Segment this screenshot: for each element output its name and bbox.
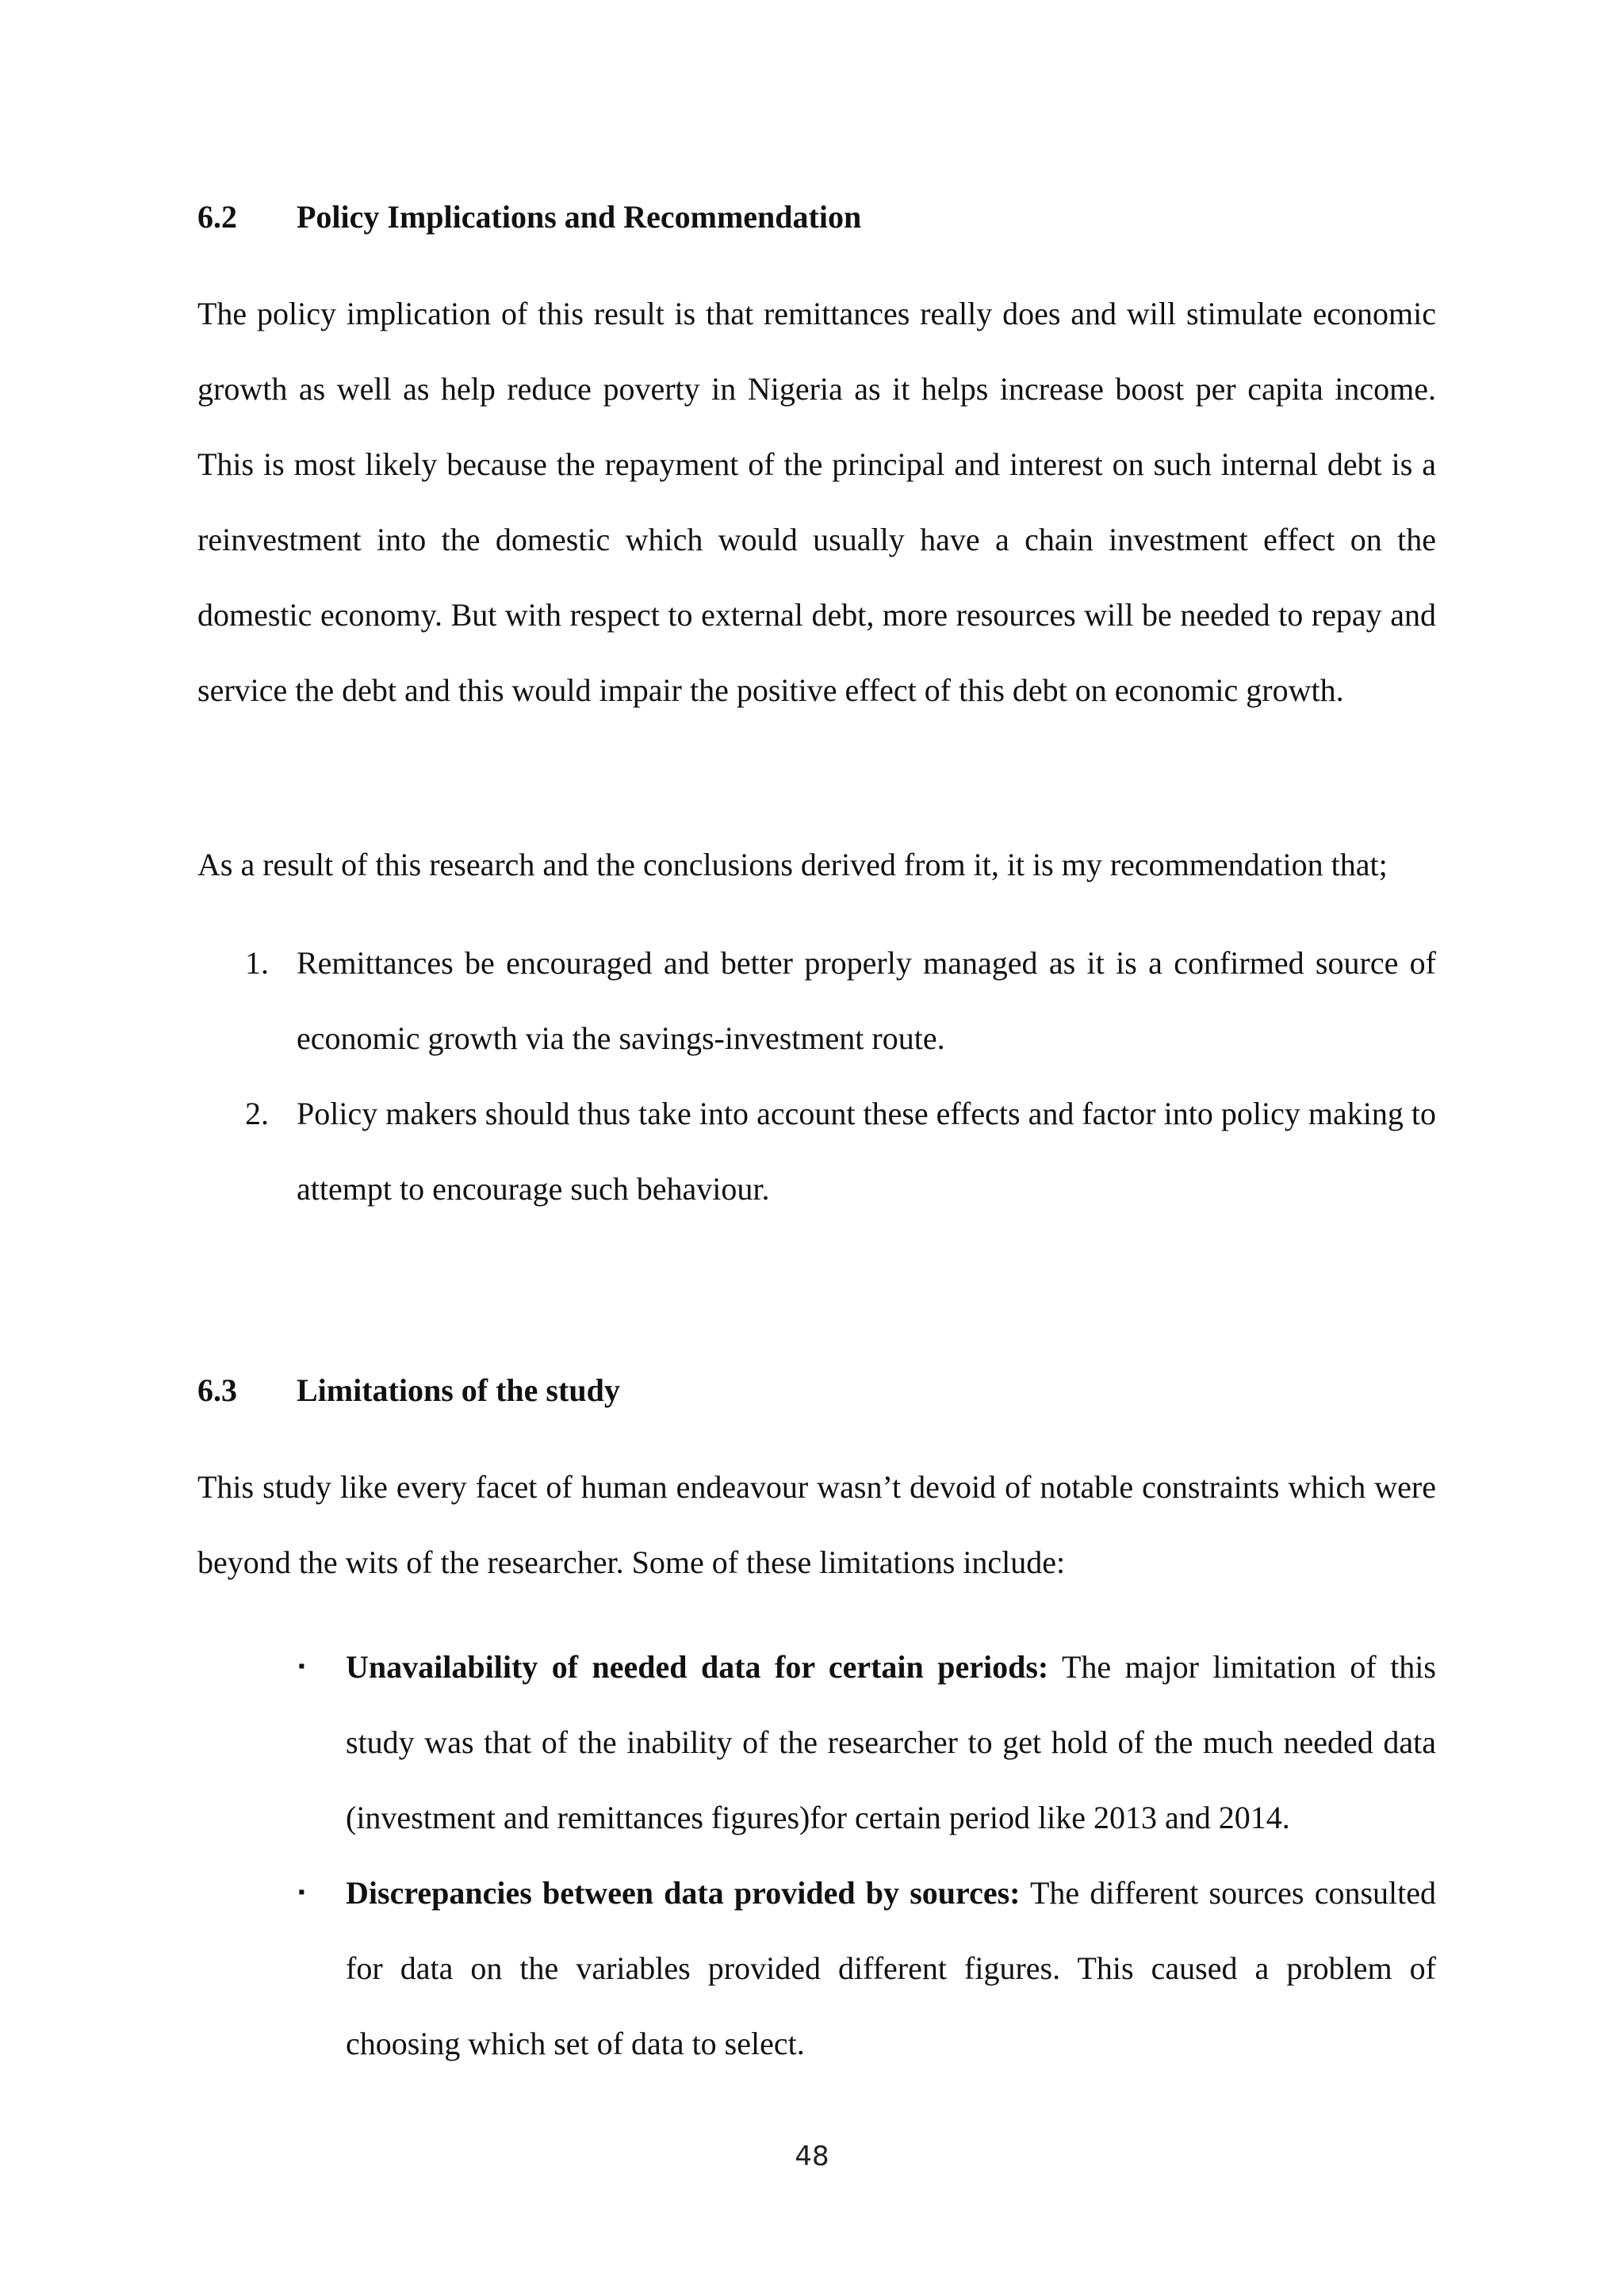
recommendations-list [197,925,1436,1226]
list-item [197,925,1436,1076]
section-heading-6-3 [197,1372,620,1410]
section-title: Limitations of the study [297,1372,620,1408]
page-number: 48 [795,2141,829,2172]
limitation-title: Discrepancies between data provided by sources: [346,1875,1021,1911]
limitation-text: The different sources consulted for data on the variables provided different figures. This caused a problem of choosing which set of data to select. [346,1875,1436,2061]
section-title: Policy Implications and Recommendation [297,199,862,235]
list-item-text: Remittances be encouraged and better properly managed as it is a confirmed source of economic growth via the savings-investment route. [297,945,1436,1056]
limitation-text: The major limitation of this study was that of the inability of the researcher to get hold of the much needed data (investment and remittances figures)for certain period like 2013 and 2014. [346,1649,1436,1835]
limitations-list [197,1629,1436,2081]
limitations-intro-paragraph: This study like every facet of human endeavour wasn’t devoid of notable constraints which were beyond the wits of the researcher. Some of these limitations include: [197,1469,1436,1580]
limitation-title: Unavailability of needed data for certain periods: [346,1649,1049,1685]
recommendation-intro-paragraph: As a result of this research and the conclusions derived from it, it is my recommendation that; [197,847,1388,882]
policy-implication-paragraph: The policy implication of this result is that remittances really does and will stimulate economic growth as well as help reduce poverty in Nigeria as it helps increase boost per capita income. This is most likely because the repayment of the principal and interest on such internal debt is a reinvestment into the domestic which would usually have a chain investment effect on the domestic economy. But with respect to external debt, more resources will be needed to repay and service the debt and this would impair the positive effect of this debt on economic growth. [197,296,1436,708]
list-item [197,1076,1436,1226]
list-item [197,1855,1436,2081]
section-heading-6-2 [197,198,861,236]
bullet-icon: ▪ [298,1656,305,1677]
section-number: 6.3 [197,1372,237,1408]
list-item [197,1629,1436,1855]
list-item-text: Policy makers should thus take into account these effects and factor into policy making to attempt to encourage such behaviour. [297,1096,1436,1207]
section-number: 6.2 [197,199,237,235]
bullet-icon: ▪ [298,1882,305,1903]
list-marker: 2. [245,1096,269,1131]
list-marker: 1. [245,945,269,981]
